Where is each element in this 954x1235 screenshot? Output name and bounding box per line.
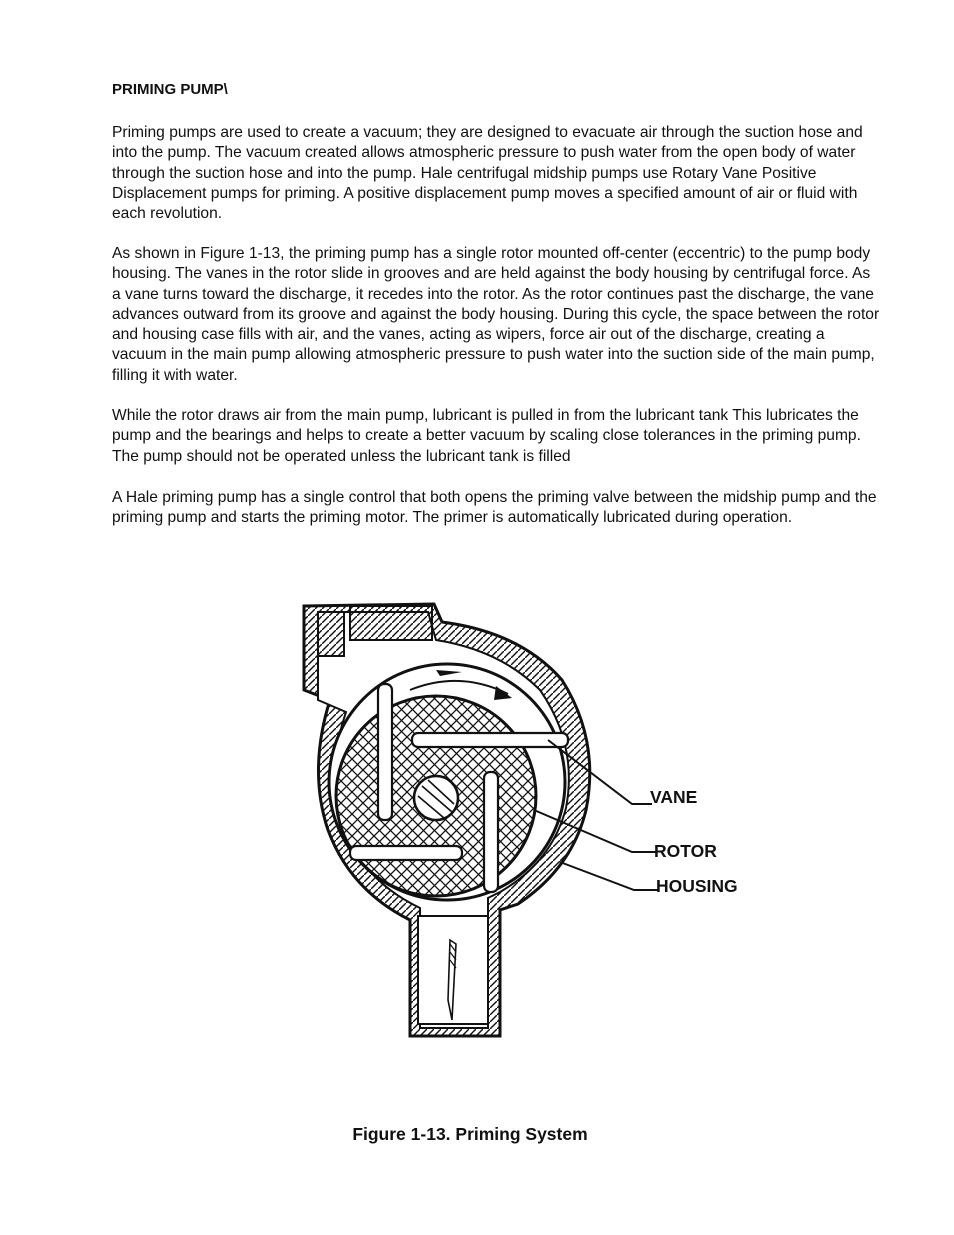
paragraph-priming-purpose: Priming pumps are used to create a vacuum; they are designed to evacuate air through the suction hose and into the pump. The vacuum created allows atmospheric pressure to push water from the open body of water through the suction hose and into the pump. Hale centrifugal midship pumps use Rotary Vane Positive Displacement pumps for priming. A positive displacement pump moves a specified amount of air or fluid with each revolution. [112,124,863,223]
paragraph-lubrication: While the rotor draws air from the main pump, lubricant is pulled in from the lubricant tank This lubricates the pump and the bearings and helps to create a better vacuum by scaling close tolerances in the priming pump. The pump should not be operated unless the lubricant tank is filled [112,407,861,465]
priming-pump-diagram [280,590,760,1050]
vane-left [350,846,462,860]
figure-caption: Figure 1-13. Priming System [352,1124,588,1144]
vane-bottom [484,772,498,892]
vane-right [412,733,568,747]
vane-label: VANE [650,787,698,807]
paragraph-hale-control: A Hale priming pump has a single control that both opens the priming valve between the midship pump and the priming pump and starts the priming motor. The primer is automatically lubricated during operation. [112,489,877,527]
rotor [336,696,536,896]
rotor-label: ROTOR [654,841,717,861]
housing-label: HOUSING [656,876,738,896]
vane-top [378,684,392,820]
paragraph-rotor-operation: As shown in Figure 1-13, the priming pump has a single rotor mounted off-center (eccentric) to the pump body housing. The vanes in the rotor slide in grooves and are held against the body housing by centrifugal force. As a vane turns toward the discharge, it recedes into the rotor. As the rotor continues past the discharge, the vane advances outward from its groove and against the body housing. During this cycle, the space between the rotor and housing case fills with air, and the vanes, acting as wipers, force air out of the discharge, creating a vacuum in the main pump allowing atmospheric pressure to push water into the suction side of the main pump, filling it with water. [112,245,880,384]
section-heading: PRIMING PUMP\ [112,81,228,98]
